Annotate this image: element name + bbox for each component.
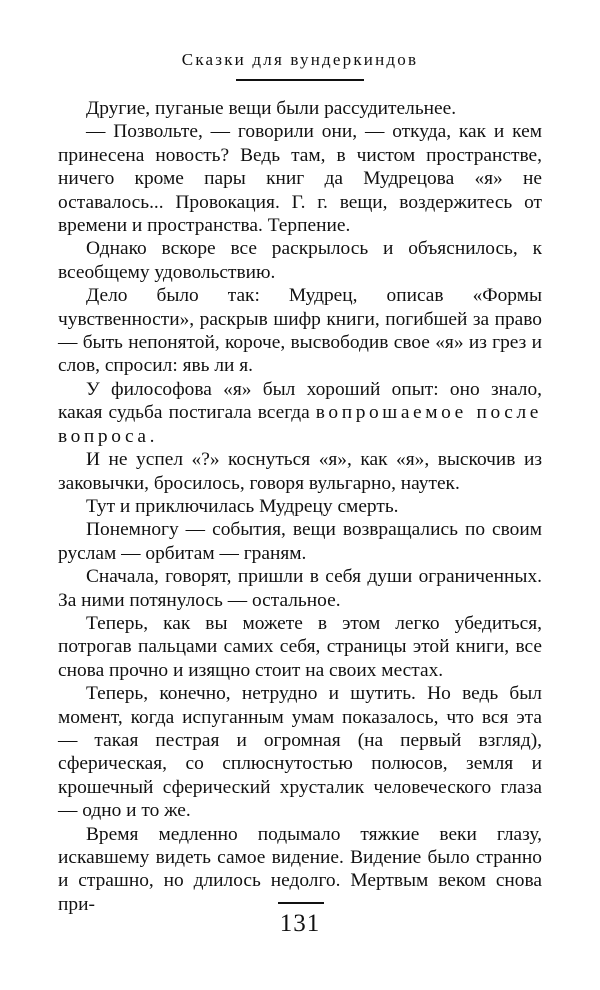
paragraph: Сначала, говорят, пришли в себя души ограниченных. За ними потянулось — остальное.	[58, 566, 542, 611]
paragraph: Время медленно подымало тяжкие веки глазу, искавшему видеть самое видение. Видение было странно и страшно, но длилось недолго. Мертвым веком снова при-	[58, 823, 542, 915]
paragraph: Теперь, как вы можете в этом легко убедиться, потрогав пальцами самих себя, страницы этой книги, все снова прочно и изящно стоит на своих местах.	[58, 612, 542, 681]
paragraph: И не успел «?» коснуться «я», как «я», выскочив из заковычки, бросилось, говоря вульгарно, наутек.	[58, 449, 542, 494]
paragraph: Однако вскоре все раскрылось и объяснилось, к всеобщему удовольствию.	[58, 238, 542, 283]
paragraph: — Позвольте, — говорили они, — откуда, как и кем принесена новость? Ведь там, в чистом пространстве, ничего кроме пары книг да Мудрецова «я» не оставалось... Провокация. Г. г. вещи, воздержитесь от времени и пространства. Терпение.	[58, 121, 542, 237]
paragraph: Тут и приключилась Мудрецу смерть.	[86, 495, 399, 517]
paragraph: Понемногу — события, вещи возвращались по своим руслам — орбитам — граням.	[58, 519, 542, 564]
paragraph: Другие, пуганые вещи были рассудительнее.	[86, 98, 457, 119]
running-head: Сказки для вундеркиндов	[181, 50, 419, 69]
paragraph-text: У философова «я» был хороший опыт: оно знало, какая судьба постигала всегда	[58, 378, 542, 424]
header-rule	[236, 79, 364, 81]
page-number: 131	[279, 910, 321, 937]
paragraph-text: .	[149, 425, 155, 447]
paragraph: Дело было так: Мудрец, описав «Формы чувственности», раскрыв шифр книги, погибшей за право — быть непонятой, короче, высвободив свое «я» из грез и слов, спросил: явь ли я.	[58, 285, 542, 377]
spaced-emphasis-text: вопрошаемое после вопроса	[58, 402, 542, 447]
paragraph: Теперь, конечно, нетрудно и шутить. Но ведь был момент, когда испуганным умам показалось, что вся эта — такая пестрая и огромная (на первый взгляд), сферическая, со сплюснутостью полюсов, земля и крошечный сферический хрусталик человеческого глаза — одно и то же.	[58, 683, 542, 822]
paragraph	[58, 378, 542, 448]
footer-rule	[278, 902, 324, 904]
body-text	[58, 97, 542, 916]
